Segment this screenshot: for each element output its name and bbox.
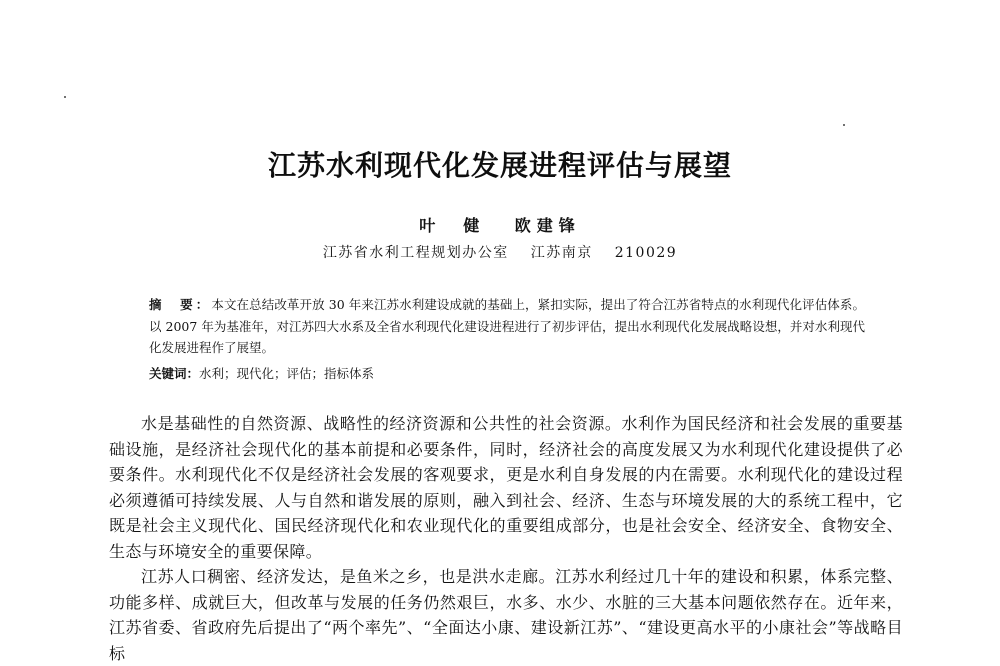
scan-speck xyxy=(843,124,845,126)
affiliation-postcode: 210029 xyxy=(614,245,678,261)
affiliation-org: 江苏省水利工程规划办公室 xyxy=(322,245,509,261)
abstract-text: 本文在总结改革开放 30 年来江苏水利建设成就的基础上，紧扣实际，提出了符合江苏省特点的水利现代化评估体系。以 2007 年为基准年，对江苏四大水系及全省水利现代化建设进程进行了初步评估，提出水利现代化发展战略设想，并对水利现代化发展进程作了展望。 xyxy=(149,297,865,355)
paper-title: 江苏水利现代化发展进程评估与展望 xyxy=(267,149,732,182)
body-text xyxy=(109,411,903,666)
author-name: 叶 健 xyxy=(419,216,486,235)
abstract-label: 摘 要： xyxy=(149,297,212,312)
affiliation-line xyxy=(0,242,1000,264)
abstract-block xyxy=(149,294,865,359)
body-paragraph: 江苏人口稠密、经济发达，是鱼米之乡，也是洪水走廊。江苏水利经过几十年的建设和积累，体系完整、功能多样、成就巨大，但改革与发展的任务仍然艰巨，水多、水少、水脏的三大基本问题依然存在。近年来，江苏省委、省政府先后提出了“两个率先”、“全面达小康、建设新江苏”、“建设更高水平的小康社会”等战略目标 xyxy=(109,567,903,663)
author-line xyxy=(0,214,1000,238)
body-paragraph: 水是基础性的自然资源、战略性的经济资源和公共性的社会资源。水利作为国民经济和社会发展的重要基础设施，是经济社会现代化的基本前提和必要条件，同时，经济社会的高度发展又为水利现代化建设提供了必要条件。水利现代化不仅是经济社会发展的客观要求，更是水利自身发展的内在需要。水利现代化的建设过程必须遵循可持续发展、人与自然和谐发展的原则，融入到社会、经济、生态与环境发展的大的系统工程中，它既是社会主义现代化、国民经济现代化和农业现代化的重要组成部分，也是社会安全、经济安全、食物安全、生态与环境安全的重要保障。 xyxy=(109,414,903,561)
affiliation-city: 江苏南京 xyxy=(530,245,593,261)
author-name: 欧建锋 xyxy=(514,216,581,235)
keywords-text: 水利；现代化；评估；指标体系 xyxy=(199,366,375,381)
keywords-block xyxy=(149,363,865,385)
scan-speck xyxy=(64,96,66,98)
keywords-label: 关键词： xyxy=(149,366,200,381)
